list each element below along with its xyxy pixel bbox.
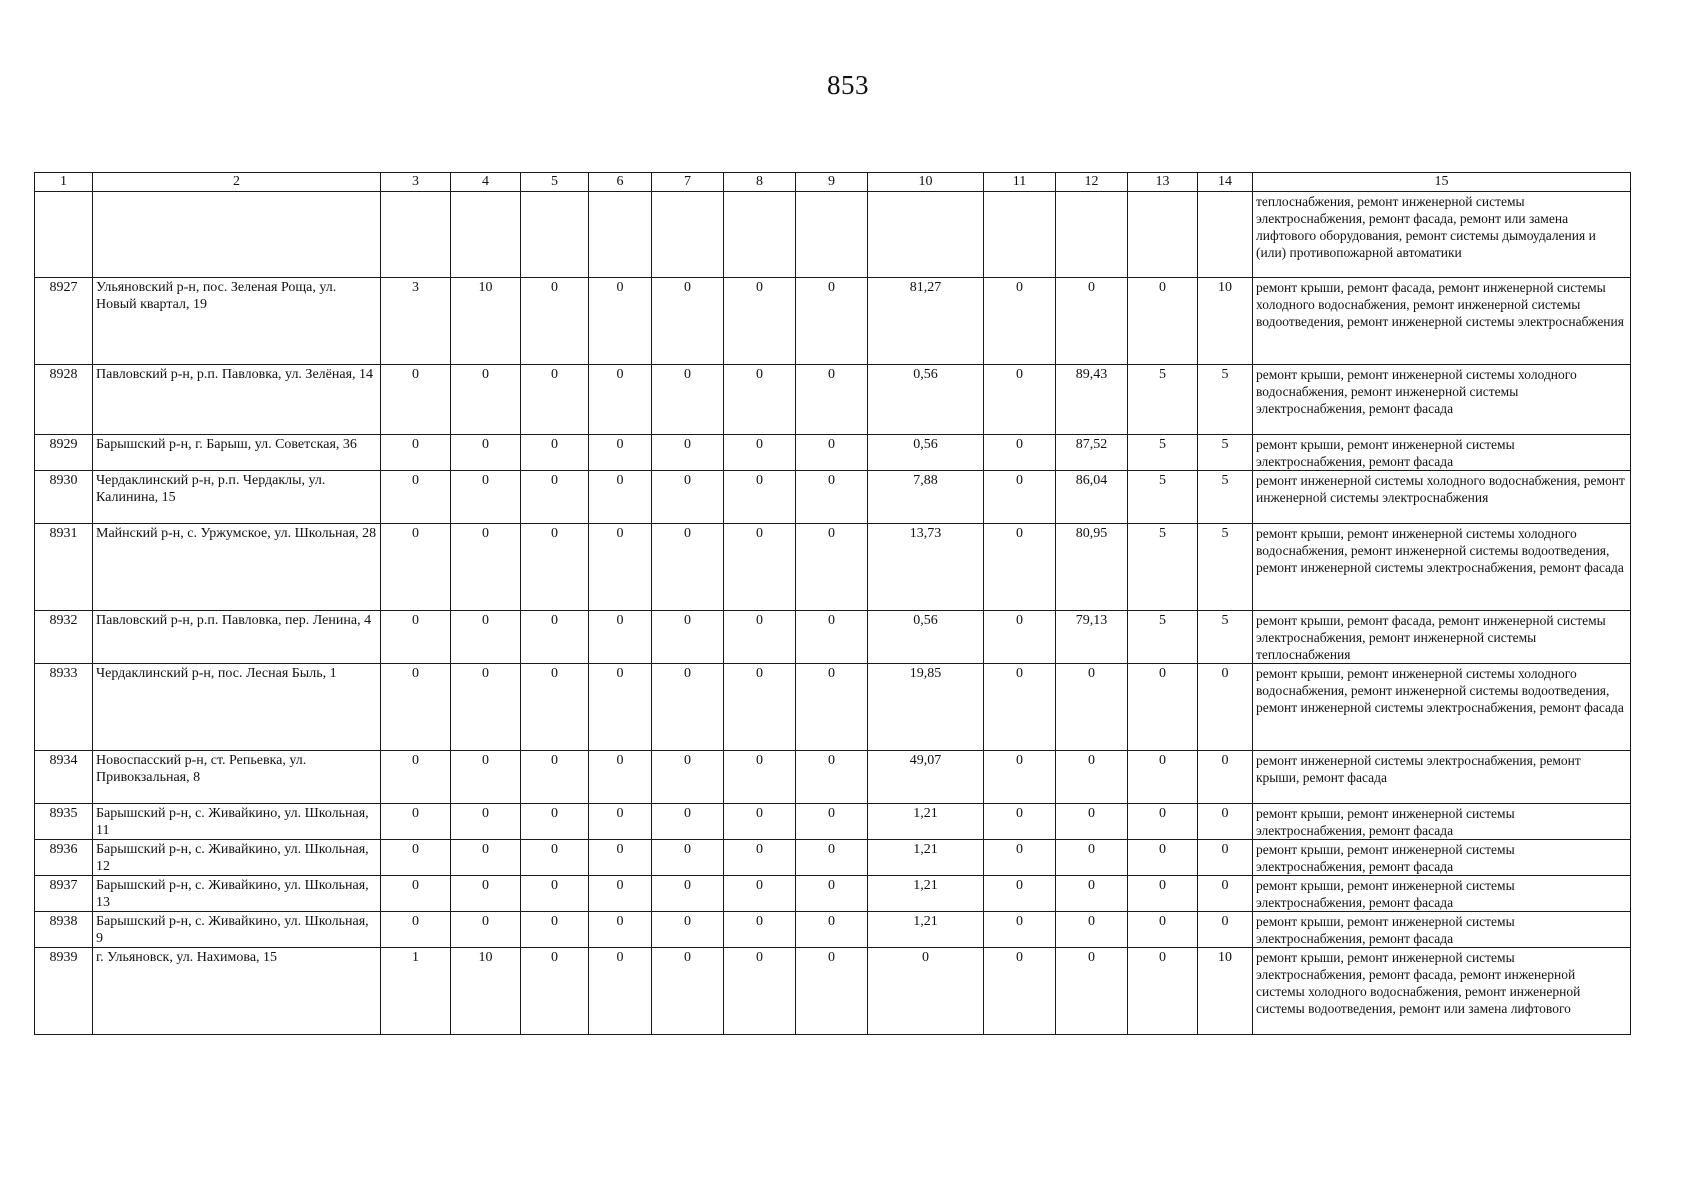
cell-col-3: 0 xyxy=(381,751,451,804)
cell-col-6: 0 xyxy=(589,751,652,804)
cell-col-3: 0 xyxy=(381,876,451,912)
cell-col-8: 0 xyxy=(724,912,796,948)
cell-col-11: 0 xyxy=(984,912,1056,948)
cell-col-6: 0 xyxy=(589,435,652,471)
cell-address xyxy=(93,192,381,278)
cell-works-list: ремонт крыши, ремонт инженерной системы электроснабжения, ремонт фасада xyxy=(1253,804,1631,840)
table-row xyxy=(35,804,1631,840)
cell-col-11: 0 xyxy=(984,611,1056,664)
column-header: 7 xyxy=(652,173,724,192)
cell-works-list: ремонт крыши, ремонт инженерной системы электроснабжения, ремонт фасада, ремонт инженерной системы холодного водоснабжения, ремонт инженерной системы водоотведения, ремонт или замена лифтового xyxy=(1253,948,1631,1035)
cell-col-14: 0 xyxy=(1198,876,1253,912)
table-row xyxy=(35,912,1631,948)
cell-col-10: 1,21 xyxy=(868,804,984,840)
cell-col-5 xyxy=(521,192,589,278)
cell-col-6: 0 xyxy=(589,912,652,948)
cell-col-5: 0 xyxy=(521,948,589,1035)
cell-col-13: 0 xyxy=(1128,278,1198,365)
cell-works-list: ремонт крыши, ремонт инженерной системы холодного водоснабжения, ремонт инженерной системы водоотведения, ремонт инженерной системы электроснабжения, ремонт фасада xyxy=(1253,524,1631,611)
cell-col-11: 0 xyxy=(984,804,1056,840)
cell-address: Барышский р-н, г. Барыш, ул. Советская, 36 xyxy=(93,435,381,471)
cell-col-7: 0 xyxy=(652,365,724,435)
cell-col-3: 0 xyxy=(381,664,451,751)
cell-col-13: 0 xyxy=(1128,751,1198,804)
cell-col-12: 0 xyxy=(1056,664,1128,751)
cell-address: Майнский р-н, с. Уржумское, ул. Школьная, 28 xyxy=(93,524,381,611)
cell-col-14: 10 xyxy=(1198,948,1253,1035)
cell-col-14: 0 xyxy=(1198,664,1253,751)
cell-works-list: ремонт крыши, ремонт инженерной системы холодного водоснабжения, ремонт инженерной системы электроснабжения, ремонт фасада xyxy=(1253,365,1631,435)
cell-col-6: 0 xyxy=(589,524,652,611)
cell-col-4: 0 xyxy=(451,611,521,664)
cell-row-number: 8932 xyxy=(35,611,93,664)
cell-col-7: 0 xyxy=(652,948,724,1035)
cell-col-14 xyxy=(1198,192,1253,278)
cell-col-5: 0 xyxy=(521,278,589,365)
cell-col-8: 0 xyxy=(724,840,796,876)
cell-col-12 xyxy=(1056,192,1128,278)
cell-col-10: 0 xyxy=(868,948,984,1035)
cell-col-3: 3 xyxy=(381,278,451,365)
cell-row-number: 8930 xyxy=(35,471,93,524)
cell-col-3: 0 xyxy=(381,804,451,840)
cell-col-6: 0 xyxy=(589,365,652,435)
cell-row-number: 8929 xyxy=(35,435,93,471)
cell-col-11: 0 xyxy=(984,876,1056,912)
cell-col-13: 5 xyxy=(1128,435,1198,471)
cell-col-7: 0 xyxy=(652,876,724,912)
cell-col-4: 0 xyxy=(451,435,521,471)
column-header: 12 xyxy=(1056,173,1128,192)
cell-col-5: 0 xyxy=(521,611,589,664)
cell-col-8: 0 xyxy=(724,365,796,435)
cell-col-14: 5 xyxy=(1198,435,1253,471)
register-table xyxy=(34,172,1631,1035)
cell-col-4: 0 xyxy=(451,471,521,524)
cell-col-3: 0 xyxy=(381,365,451,435)
column-header: 1 xyxy=(35,173,93,192)
cell-col-13: 5 xyxy=(1128,471,1198,524)
cell-col-7 xyxy=(652,192,724,278)
cell-col-5: 0 xyxy=(521,912,589,948)
cell-row-number: 8931 xyxy=(35,524,93,611)
cell-col-3: 1 xyxy=(381,948,451,1035)
cell-col-10 xyxy=(868,192,984,278)
table-row xyxy=(35,192,1631,278)
cell-row-number: 8938 xyxy=(35,912,93,948)
table-row xyxy=(35,751,1631,804)
cell-col-7: 0 xyxy=(652,751,724,804)
cell-col-9: 0 xyxy=(796,471,868,524)
column-header: 15 xyxy=(1253,173,1631,192)
cell-col-10: 1,21 xyxy=(868,840,984,876)
cell-col-13: 0 xyxy=(1128,912,1198,948)
table-row xyxy=(35,278,1631,365)
cell-col-12: 0 xyxy=(1056,804,1128,840)
cell-col-7: 0 xyxy=(652,664,724,751)
cell-col-5: 0 xyxy=(521,876,589,912)
cell-col-11: 0 xyxy=(984,471,1056,524)
cell-address: Новоспасский р-н, ст. Репьевка, ул. Привокзальная, 8 xyxy=(93,751,381,804)
column-header: 2 xyxy=(93,173,381,192)
cell-col-14: 0 xyxy=(1198,840,1253,876)
cell-col-6 xyxy=(589,192,652,278)
cell-col-12: 0 xyxy=(1056,912,1128,948)
cell-address: Чердаклинский р-н, р.п. Чердаклы, ул. Калинина, 15 xyxy=(93,471,381,524)
cell-col-8: 0 xyxy=(724,611,796,664)
cell-col-12: 0 xyxy=(1056,751,1128,804)
cell-address: Павловский р-н, р.п. Павловка, ул. Зелёная, 14 xyxy=(93,365,381,435)
cell-col-12: 87,52 xyxy=(1056,435,1128,471)
cell-col-7: 0 xyxy=(652,524,724,611)
cell-col-4: 0 xyxy=(451,912,521,948)
cell-col-3: 0 xyxy=(381,471,451,524)
cell-col-13: 0 xyxy=(1128,664,1198,751)
column-header: 6 xyxy=(589,173,652,192)
cell-col-8: 0 xyxy=(724,524,796,611)
cell-col-8: 0 xyxy=(724,278,796,365)
cell-col-12: 86,04 xyxy=(1056,471,1128,524)
cell-row-number: 8937 xyxy=(35,876,93,912)
cell-col-6: 0 xyxy=(589,948,652,1035)
cell-col-14: 5 xyxy=(1198,471,1253,524)
cell-col-8: 0 xyxy=(724,664,796,751)
cell-col-9: 0 xyxy=(796,524,868,611)
cell-address: Ульяновский р-н, пос. Зеленая Роща, ул. Новый квартал, 19 xyxy=(93,278,381,365)
cell-col-6: 0 xyxy=(589,664,652,751)
page-number: 853 xyxy=(827,70,869,100)
cell-col-12: 80,95 xyxy=(1056,524,1128,611)
cell-col-5: 0 xyxy=(521,365,589,435)
cell-col-5: 0 xyxy=(521,435,589,471)
cell-col-14: 0 xyxy=(1198,804,1253,840)
cell-col-11: 0 xyxy=(984,664,1056,751)
cell-col-12: 0 xyxy=(1056,278,1128,365)
cell-col-13: 0 xyxy=(1128,840,1198,876)
cell-col-4: 10 xyxy=(451,278,521,365)
cell-col-6: 0 xyxy=(589,611,652,664)
cell-col-11: 0 xyxy=(984,278,1056,365)
column-header: 3 xyxy=(381,173,451,192)
cell-col-9: 0 xyxy=(796,365,868,435)
cell-col-9: 0 xyxy=(796,840,868,876)
cell-col-5: 0 xyxy=(521,840,589,876)
cell-col-9: 0 xyxy=(796,611,868,664)
cell-address: Барышский р-н, с. Живайкино, ул. Школьная, 9 xyxy=(93,912,381,948)
column-header: 11 xyxy=(984,173,1056,192)
cell-col-9: 0 xyxy=(796,912,868,948)
cell-col-6: 0 xyxy=(589,471,652,524)
cell-col-8: 0 xyxy=(724,471,796,524)
column-number-row xyxy=(35,173,1631,192)
cell-col-6: 0 xyxy=(589,840,652,876)
cell-col-9 xyxy=(796,192,868,278)
cell-row-number: 8927 xyxy=(35,278,93,365)
cell-col-4: 10 xyxy=(451,948,521,1035)
cell-col-12: 0 xyxy=(1056,840,1128,876)
table-row xyxy=(35,524,1631,611)
cell-col-8: 0 xyxy=(724,804,796,840)
cell-col-14: 0 xyxy=(1198,912,1253,948)
cell-col-4 xyxy=(451,192,521,278)
cell-works-list: ремонт крыши, ремонт фасада, ремонт инженерной системы холодного водоснабжения, ремонт инженерной системы водоотведения, ремонт инженерной системы электроснабжения xyxy=(1253,278,1631,365)
cell-col-10: 7,88 xyxy=(868,471,984,524)
cell-col-7: 0 xyxy=(652,804,724,840)
cell-col-9: 0 xyxy=(796,664,868,751)
cell-col-12: 0 xyxy=(1056,876,1128,912)
cell-works-list: ремонт крыши, ремонт инженерной системы электроснабжения, ремонт фасада xyxy=(1253,435,1631,471)
cell-col-5: 0 xyxy=(521,471,589,524)
column-header: 4 xyxy=(451,173,521,192)
table-row xyxy=(35,435,1631,471)
cell-col-13: 0 xyxy=(1128,804,1198,840)
cell-col-3: 0 xyxy=(381,524,451,611)
cell-col-3 xyxy=(381,192,451,278)
cell-col-10: 0,56 xyxy=(868,365,984,435)
cell-col-6: 0 xyxy=(589,278,652,365)
cell-address: Барышский р-н, с. Живайкино, ул. Школьная, 12 xyxy=(93,840,381,876)
cell-col-14: 0 xyxy=(1198,751,1253,804)
cell-col-12: 0 xyxy=(1056,948,1128,1035)
table-row xyxy=(35,840,1631,876)
cell-col-3: 0 xyxy=(381,435,451,471)
cell-address: Барышский р-н, с. Живайкино, ул. Школьная, 11 xyxy=(93,804,381,840)
cell-col-3: 0 xyxy=(381,840,451,876)
cell-col-13 xyxy=(1128,192,1198,278)
cell-col-11: 0 xyxy=(984,948,1056,1035)
cell-col-9: 0 xyxy=(796,751,868,804)
cell-col-8 xyxy=(724,192,796,278)
cell-col-14: 5 xyxy=(1198,611,1253,664)
cell-col-8: 0 xyxy=(724,435,796,471)
cell-col-9: 0 xyxy=(796,435,868,471)
cell-row-number: 8934 xyxy=(35,751,93,804)
cell-works-list: ремонт инженерной системы электроснабжения, ремонт крыши, ремонт фасада xyxy=(1253,751,1631,804)
cell-col-9: 0 xyxy=(796,804,868,840)
table-body xyxy=(35,192,1631,1035)
column-header: 5 xyxy=(521,173,589,192)
cell-works-list: ремонт крыши, ремонт инженерной системы электроснабжения, ремонт фасада xyxy=(1253,912,1631,948)
cell-row-number: 8933 xyxy=(35,664,93,751)
cell-col-8: 0 xyxy=(724,948,796,1035)
cell-col-4: 0 xyxy=(451,664,521,751)
cell-col-11: 0 xyxy=(984,365,1056,435)
cell-col-5: 0 xyxy=(521,751,589,804)
cell-col-10: 19,85 xyxy=(868,664,984,751)
cell-col-7: 0 xyxy=(652,840,724,876)
cell-col-4: 0 xyxy=(451,804,521,840)
cell-works-list: ремонт крыши, ремонт инженерной системы холодного водоснабжения, ремонт инженерной системы водоотведения, ремонт инженерной системы электроснабжения, ремонт фасада xyxy=(1253,664,1631,751)
table-row xyxy=(35,365,1631,435)
cell-col-10: 13,73 xyxy=(868,524,984,611)
cell-col-8: 0 xyxy=(724,751,796,804)
cell-col-11: 0 xyxy=(984,524,1056,611)
cell-col-5: 0 xyxy=(521,664,589,751)
cell-col-10: 0,56 xyxy=(868,611,984,664)
cell-col-10: 81,27 xyxy=(868,278,984,365)
cell-col-13: 5 xyxy=(1128,611,1198,664)
cell-col-6: 0 xyxy=(589,804,652,840)
cell-col-11: 0 xyxy=(984,840,1056,876)
cell-col-11: 0 xyxy=(984,435,1056,471)
cell-works-list: ремонт крыши, ремонт фасада, ремонт инженерной системы электроснабжения, ремонт инженерной системы теплоснабжения xyxy=(1253,611,1631,664)
cell-col-5: 0 xyxy=(521,804,589,840)
cell-row-number: 8936 xyxy=(35,840,93,876)
cell-col-8: 0 xyxy=(724,876,796,912)
cell-col-4: 0 xyxy=(451,840,521,876)
cell-col-10: 1,21 xyxy=(868,912,984,948)
cell-address: Чердаклинский р-н, пос. Лесная Быль, 1 xyxy=(93,664,381,751)
cell-col-4: 0 xyxy=(451,524,521,611)
cell-address: Барышский р-н, с. Живайкино, ул. Школьная, 13 xyxy=(93,876,381,912)
cell-works-list: теплоснабжения, ремонт инженерной системы электроснабжения, ремонт фасада, ремонт или замена лифтового оборудования, ремонт системы дымоудаления и (или) противопожарной автоматики xyxy=(1253,192,1631,278)
cell-col-14: 5 xyxy=(1198,365,1253,435)
cell-address: Павловский р-н, р.п. Павловка, пер. Ленина, 4 xyxy=(93,611,381,664)
column-header: 10 xyxy=(868,173,984,192)
cell-col-13: 5 xyxy=(1128,524,1198,611)
cell-col-12: 79,13 xyxy=(1056,611,1128,664)
column-header: 13 xyxy=(1128,173,1198,192)
cell-row-number xyxy=(35,192,93,278)
cell-col-7: 0 xyxy=(652,278,724,365)
cell-col-4: 0 xyxy=(451,751,521,804)
cell-col-4: 0 xyxy=(451,365,521,435)
table-row xyxy=(35,948,1631,1035)
cell-col-6: 0 xyxy=(589,876,652,912)
cell-address: г. Ульяновск, ул. Нахимова, 15 xyxy=(93,948,381,1035)
cell-row-number: 8928 xyxy=(35,365,93,435)
cell-col-7: 0 xyxy=(652,912,724,948)
table-row xyxy=(35,471,1631,524)
cell-col-14: 10 xyxy=(1198,278,1253,365)
cell-col-7: 0 xyxy=(652,435,724,471)
cell-works-list: ремонт инженерной системы холодного водоснабжения, ремонт инженерной системы электроснабжения xyxy=(1253,471,1631,524)
cell-col-4: 0 xyxy=(451,876,521,912)
cell-row-number: 8935 xyxy=(35,804,93,840)
table-row xyxy=(35,664,1631,751)
cell-col-13: 5 xyxy=(1128,365,1198,435)
cell-col-3: 0 xyxy=(381,611,451,664)
column-header: 8 xyxy=(724,173,796,192)
cell-col-11 xyxy=(984,192,1056,278)
cell-col-10: 49,07 xyxy=(868,751,984,804)
cell-works-list: ремонт крыши, ремонт инженерной системы электроснабжения, ремонт фасада xyxy=(1253,840,1631,876)
cell-col-5: 0 xyxy=(521,524,589,611)
cell-col-9: 0 xyxy=(796,948,868,1035)
cell-row-number: 8939 xyxy=(35,948,93,1035)
cell-col-3: 0 xyxy=(381,912,451,948)
cell-col-13: 0 xyxy=(1128,948,1198,1035)
cell-col-10: 0,56 xyxy=(868,435,984,471)
table-row xyxy=(35,876,1631,912)
cell-works-list: ремонт крыши, ремонт инженерной системы электроснабжения, ремонт фасада xyxy=(1253,876,1631,912)
cell-col-10: 1,21 xyxy=(868,876,984,912)
cell-col-7: 0 xyxy=(652,471,724,524)
cell-col-13: 0 xyxy=(1128,876,1198,912)
cell-col-9: 0 xyxy=(796,278,868,365)
column-header: 9 xyxy=(796,173,868,192)
table-row xyxy=(35,611,1631,664)
cell-col-14: 5 xyxy=(1198,524,1253,611)
column-header: 14 xyxy=(1198,173,1253,192)
cell-col-9: 0 xyxy=(796,876,868,912)
cell-col-7: 0 xyxy=(652,611,724,664)
cell-col-12: 89,43 xyxy=(1056,365,1128,435)
cell-col-11: 0 xyxy=(984,751,1056,804)
